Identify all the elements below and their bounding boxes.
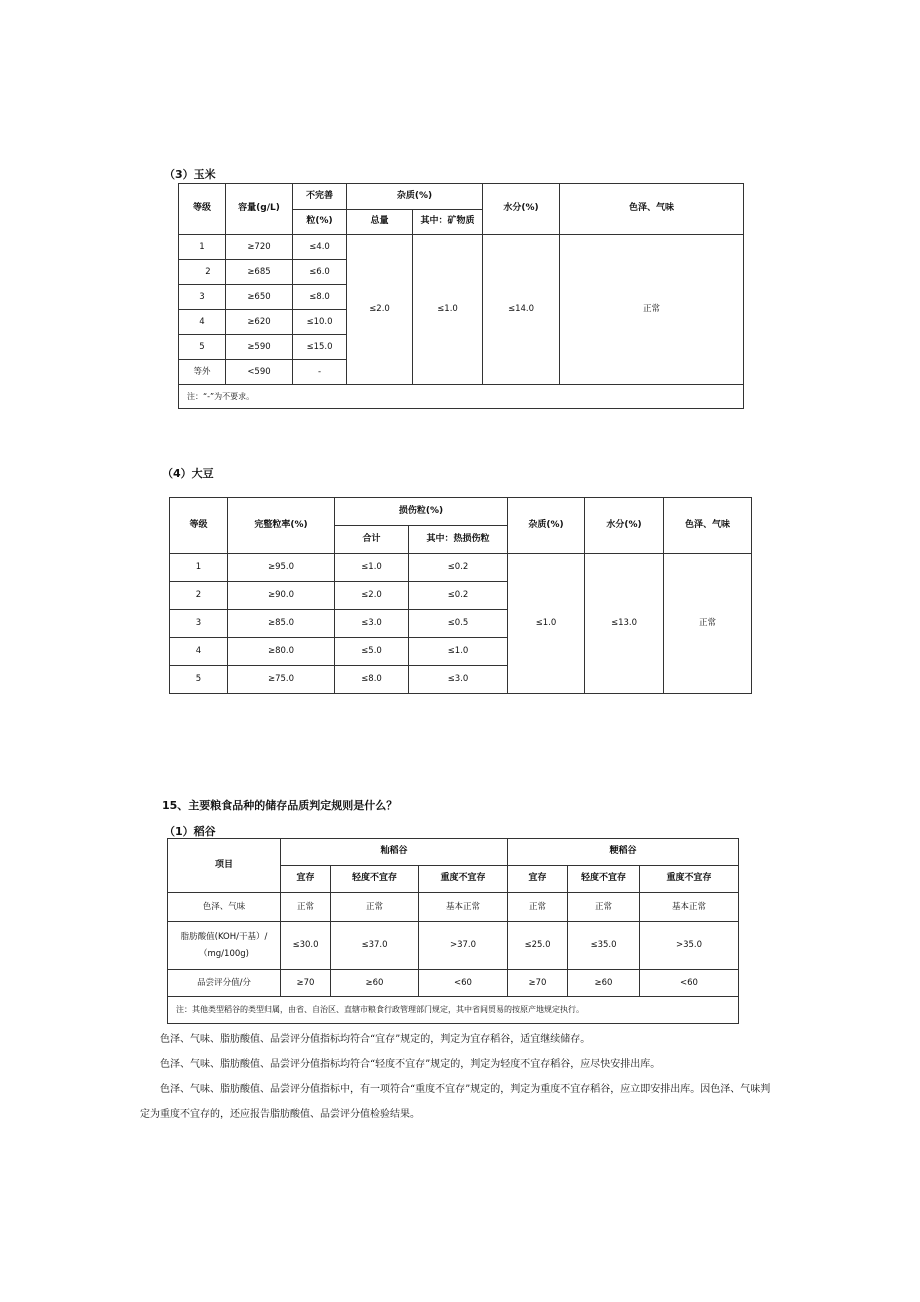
corn-heading: （3）玉米 (164, 168, 216, 181)
rice-value-cell: ≥70 (281, 970, 331, 997)
rice-header-japonica-suitable: 宜存 (508, 866, 568, 893)
corn-bulk-density-cell: ≥720 (226, 235, 293, 260)
table-row (170, 554, 752, 582)
rice-header-indica-severely-unsuitable: 重度不宜存 (419, 866, 508, 893)
soybean-heat-damaged-cell: ≤1.0 (409, 638, 508, 666)
corn-imperfect-cell: ≤10.0 (293, 310, 347, 335)
soybean-grade-cell: 2 (170, 582, 228, 610)
rice-item-label: 脂肪酸值(KOH/干基）/ (180, 931, 268, 942)
rice-value-cell: ≥70 (508, 970, 568, 997)
rice-value-cell: 正常 (331, 893, 419, 922)
rice-header-indica: 籼稻谷 (281, 839, 508, 866)
rice-item-cell (168, 893, 281, 922)
table-row (168, 970, 739, 997)
corn-impurity-mineral-cell: ≤1.0 (413, 235, 483, 385)
rice-value-cell: ≥60 (568, 970, 640, 997)
soybean-damaged-total-cell: ≤5.0 (335, 638, 409, 666)
table-row (168, 893, 739, 922)
soybean-header-impurity: 杂质(%) (508, 498, 585, 554)
rice-note: 注：其他类型稻谷的类型归属，由省、自治区、直辖市粮食行政管理部门规定，其中省间贸易的按原产地规定执行。 (168, 997, 739, 1024)
corn-header-color-odor: 色泽、气味 (560, 184, 744, 235)
rice-header-japonica-severely-unsuitable: 重度不宜存 (640, 866, 739, 893)
rice-heading: （1）稻谷 (164, 825, 216, 838)
corn-bulk-density-cell: ≥590 (226, 335, 293, 360)
soybean-header-grade: 等级 (170, 498, 228, 554)
rice-item-cell (168, 970, 281, 997)
corn-header-grade: 等级 (179, 184, 226, 235)
rice-item-cell (168, 922, 281, 970)
rice-item-label: 品尝评分值/分 (197, 977, 251, 988)
corn-header-moisture: 水分(%) (483, 184, 560, 235)
corn-imperfect-cell: - (293, 360, 347, 385)
corn-header-imperfect-line2: 粒(%) (293, 210, 347, 235)
rice-value-cell: 正常 (568, 893, 640, 922)
soybean-heat-damaged-cell: ≤3.0 (409, 666, 508, 694)
corn-imperfect-cell: ≤6.0 (293, 260, 347, 285)
soybean-color-odor-cell: 正常 (664, 554, 752, 694)
rice-header-japonica: 粳稻谷 (508, 839, 739, 866)
soybean-header-damaged-total: 合计 (335, 526, 409, 554)
corn-bulk-density-cell: ≥685 (226, 260, 293, 285)
rice-value-cell: ≤25.0 (508, 922, 568, 970)
rice-value-cell: ≥60 (331, 970, 419, 997)
rule-paragraph-slightly-unsuitable: 色泽、气味、脂肪酸值、品尝评分值指标均符合“轻度不宜存”规定的，判定为轻度不宜存稻谷，应尽快安排出库。 (160, 1059, 661, 1070)
rice-value-cell: <60 (419, 970, 508, 997)
corn-imperfect-cell: ≤8.0 (293, 285, 347, 310)
rice-value-cell: >35.0 (640, 922, 739, 970)
corn-header-impurity: 杂质(%) (347, 184, 483, 210)
soybean-damaged-total-cell: ≤8.0 (335, 666, 409, 694)
soybean-intact-rate-cell: ≥90.0 (228, 582, 335, 610)
soybean-intact-rate-cell: ≥95.0 (228, 554, 335, 582)
corn-header-impurity-total: 总量 (347, 210, 413, 235)
soybean-heat-damaged-cell: ≤0.5 (409, 610, 508, 638)
corn-table (178, 183, 744, 409)
soybean-header-heat-damaged: 其中：热损伤粒 (409, 526, 508, 554)
soybean-grade-cell: 4 (170, 638, 228, 666)
soybean-impurity-cell: ≤1.0 (508, 554, 585, 694)
rice-table (167, 838, 739, 1024)
rice-header-indica-suitable: 宜存 (281, 866, 331, 893)
question-heading: 15、主要粮食品种的储存品质判定规则是什么？ (162, 799, 398, 812)
corn-header-impurity-mineral: 其中：矿物质 (413, 210, 483, 235)
soybean-grade-cell: 1 (170, 554, 228, 582)
corn-header-bulk-density: 容量(g/L) (226, 184, 293, 235)
corn-header-imperfect-line1: 不完善 (293, 184, 347, 210)
rule-paragraph-severely-unsuitable: 色泽、气味、脂肪酸值、品尝评分值指标中，有一项符合“重度不宜存”规定的，判定为重度不宜存稻谷，应立即安排出库。因色泽、气味判定为重度不宜存的，还应报告脂肪酸值、品尝评分值检验结果。 (140, 1084, 771, 1120)
corn-bulk-density-cell: ≥620 (226, 310, 293, 335)
soybean-header-intact-rate: 完整粒率(%) (228, 498, 335, 554)
rice-value-cell: >37.0 (419, 922, 508, 970)
rice-header-item: 项目 (168, 839, 281, 893)
corn-grade-cell: 2 (179, 260, 226, 285)
rice-header-japonica-slightly-unsuitable: 轻度不宜存 (568, 866, 640, 893)
rice-item-unit: （mg/100g) (199, 948, 249, 959)
rice-value-cell: ≤30.0 (281, 922, 331, 970)
soybean-grade-cell: 5 (170, 666, 228, 694)
soybean-heat-damaged-cell: ≤0.2 (409, 554, 508, 582)
corn-grade-cell: 5 (179, 335, 226, 360)
soybean-damaged-total-cell: ≤1.0 (335, 554, 409, 582)
corn-color-odor-cell: 正常 (560, 235, 744, 385)
soybean-damaged-total-cell: ≤3.0 (335, 610, 409, 638)
soybean-intact-rate-cell: ≥85.0 (228, 610, 335, 638)
corn-imperfect-cell: ≤4.0 (293, 235, 347, 260)
rice-value-cell: <60 (640, 970, 739, 997)
corn-grade-cell: 1 (179, 235, 226, 260)
rule-paragraph-suitable: 色泽、气味、脂肪酸值、品尝评分值指标均符合“宜存”规定的，判定为宜存稻谷，适宜继续储存。 (160, 1034, 591, 1045)
soybean-header-color-odor: 色泽、气味 (664, 498, 752, 554)
corn-grade-cell: 3 (179, 285, 226, 310)
soybean-header-damaged: 损伤粒(%) (335, 498, 508, 526)
soybean-grade-cell: 3 (170, 610, 228, 638)
rice-value-cell: 正常 (508, 893, 568, 922)
rice-item-label: 色泽、气味 (202, 901, 246, 912)
corn-impurity-total-cell: ≤2.0 (347, 235, 413, 385)
rules-text (140, 1027, 780, 1127)
corn-grade-cell: 4 (179, 310, 226, 335)
corn-imperfect-cell: ≤15.0 (293, 335, 347, 360)
rice-header-indica-slightly-unsuitable: 轻度不宜存 (331, 866, 419, 893)
rice-value-cell: 正常 (281, 893, 331, 922)
soybean-moisture-cell: ≤13.0 (585, 554, 664, 694)
rice-value-cell: 基本正常 (419, 893, 508, 922)
soybean-damaged-total-cell: ≤2.0 (335, 582, 409, 610)
corn-bulk-density-cell: ≥650 (226, 285, 293, 310)
table-row (179, 235, 744, 260)
soybean-table (169, 497, 752, 694)
corn-note: 注：“-”为不要求。 (179, 385, 744, 409)
corn-bulk-density-cell: <590 (226, 360, 293, 385)
rice-value-cell: 基本正常 (640, 893, 739, 922)
table-row (168, 922, 739, 970)
soybean-heading: （4）大豆 (162, 467, 214, 480)
soybean-heat-damaged-cell: ≤0.2 (409, 582, 508, 610)
corn-grade-cell: 等外 (179, 360, 226, 385)
soybean-intact-rate-cell: ≥75.0 (228, 666, 335, 694)
soybean-header-moisture: 水分(%) (585, 498, 664, 554)
rice-value-cell: ≤35.0 (568, 922, 640, 970)
soybean-intact-rate-cell: ≥80.0 (228, 638, 335, 666)
corn-moisture-cell: ≤14.0 (483, 235, 560, 385)
rice-value-cell: ≤37.0 (331, 922, 419, 970)
